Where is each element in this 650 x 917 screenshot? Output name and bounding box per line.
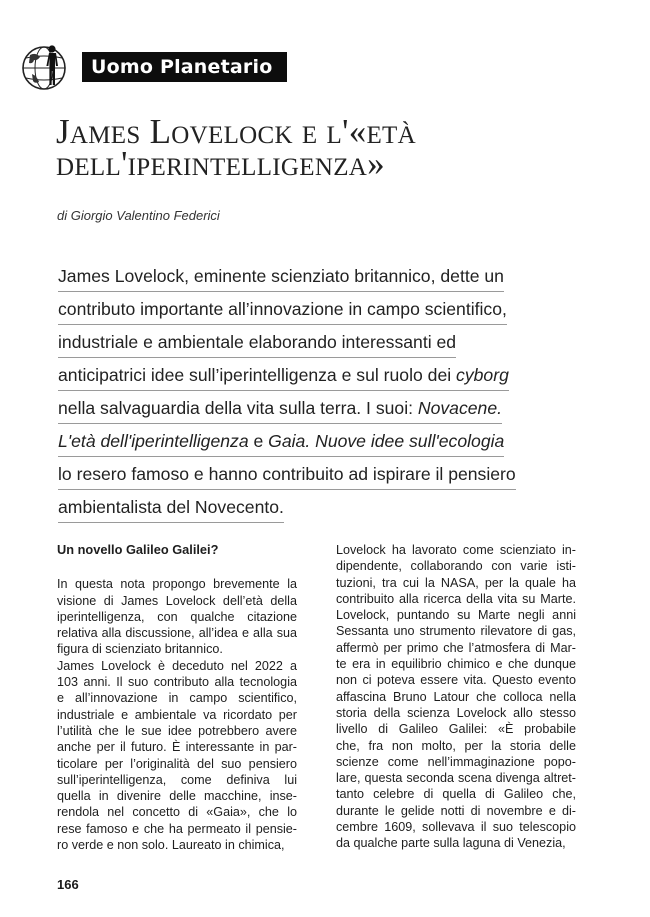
book-title: L'età dell'iperintelligenza — [58, 431, 249, 451]
text-line: da qualche parte sulla laguna di Venezia, — [336, 836, 566, 851]
text-line: cembre 1609, sollevava il suo telescopio — [336, 820, 576, 835]
page-number: 166 — [57, 877, 79, 892]
text-line: ticolare per l’originalità del suo pensiero — [57, 756, 297, 771]
text-line: scienze come nell’immaginazione popo- — [336, 754, 576, 769]
article-title — [56, 112, 616, 183]
text-line: Lovelock ha lavorato come scienziato in- — [336, 543, 576, 557]
abstract-line: James Lovelock, eminente scienziato britannico, dette un — [58, 260, 558, 293]
text-line: e all’innovazione in campo scientifico, — [57, 691, 297, 706]
text-line: relativa alla discussione, all’idea e alla sua — [57, 626, 297, 641]
title-line: James Lovelock e l'«età — [56, 112, 416, 151]
author-byline: di Giorgio Valentino Federici — [57, 208, 220, 223]
text-line: contribuito alla ricerca della vita su Marte. — [336, 591, 576, 606]
text-line: industriale e ambientale va ricordato per — [57, 707, 297, 722]
section-tab: Uomo Planetario — [82, 52, 287, 82]
text-line: livello di Galileo Galilei: «È probabile — [336, 722, 576, 737]
text-line: Sessanta uno strumento rilevatore di gas, — [336, 624, 576, 639]
body-column-left — [57, 542, 297, 853]
text-line: affascina Bruno Latour che colloca nella — [336, 689, 576, 704]
text-line: anche per il futuro. È interessante in par- — [57, 740, 297, 755]
globe-man-icon — [22, 40, 72, 96]
book-title: Novacene. — [417, 398, 503, 418]
text-line: te era in equilibrio chimico e che dunque — [336, 657, 576, 672]
text-line: tuzioni, tra cui la NASA, per la quale ha — [336, 575, 576, 590]
text-line: figura di scienziato britannico. — [57, 642, 223, 657]
text-line: iperintelligenza, con qualche citazione — [57, 609, 297, 624]
text-line: rese famoso e che ha permeato il pensie- — [57, 821, 297, 836]
text-line: non ci poteva essere vita. Questo evento — [336, 673, 576, 688]
section-subheading: Un novello Galileo Galilei? — [57, 542, 219, 557]
abstract-line: ambientalista del Novecento. — [58, 491, 558, 524]
abstract-line: lo resero famoso e hanno contribuito ad ispirare il pensiero — [58, 458, 558, 491]
abstract-line: anticipatrici idee sull’iperintelligenza e sul ruolo dei cyborg — [58, 359, 558, 392]
text-line: sull’iperintelligenza, come definiva lui — [57, 772, 297, 787]
text-line: che, fra non molto, per la storia delle — [336, 738, 576, 753]
text-line: visione di James Lovelock dell’età della — [57, 593, 297, 608]
abstract-line: L'età dell'iperintelligenza e Gaia. Nuove idee sull'ecologia — [58, 425, 558, 458]
text-line: rendola nel concetto di «Gaia», che lo — [57, 805, 297, 820]
body-column-right — [336, 542, 576, 852]
text-line: affermò per primo che l’atmosfera di Mar- — [336, 640, 576, 655]
abstract-line: nella salvaguardia della vita sulla terra. I suoi: Novacene. — [58, 392, 558, 425]
text-line: In questa nota propongo brevemente la — [57, 577, 297, 592]
abstract-italic-term: cyborg — [456, 365, 509, 385]
book-title: Gaia. Nuove idee sull'ecologia — [268, 431, 505, 451]
text-line: Lovelock, puntando su Marte negli anni — [336, 608, 576, 623]
title-line: dell'iperintelligenza» — [56, 144, 385, 183]
text-line: dipendente, collaborando con varie isti- — [336, 559, 576, 574]
text-line: l’utilità che le sue idee potrebbero avere — [57, 723, 297, 738]
text-line: durante le gelide notti di novembre e di- — [336, 803, 576, 818]
body-text-right — [336, 542, 576, 852]
abstract — [58, 260, 558, 524]
text-line: ro verde e non solo. Laureato in chimica, — [57, 838, 285, 853]
text-line: lare, questa seconda scena divenga altret- — [336, 771, 576, 786]
text-line: James Lovelock è deceduto nel 2022 a — [57, 658, 297, 673]
abstract-line: contributo importante all’innovazione in campo scientifico, — [58, 293, 558, 326]
text-line: quella in divenire delle macchine, inse- — [57, 789, 297, 804]
abstract-line: industriale e ambientale elaborando interessanti ed — [58, 326, 558, 359]
text-line: 103 anni. Il suo contributo alla tecnologia — [57, 675, 297, 690]
text-line: storia della scienza Lovelock allo stesso — [336, 705, 576, 720]
text-line: tanto celebre di quella di Galileo che, — [336, 787, 576, 802]
body-text-left — [57, 576, 297, 853]
